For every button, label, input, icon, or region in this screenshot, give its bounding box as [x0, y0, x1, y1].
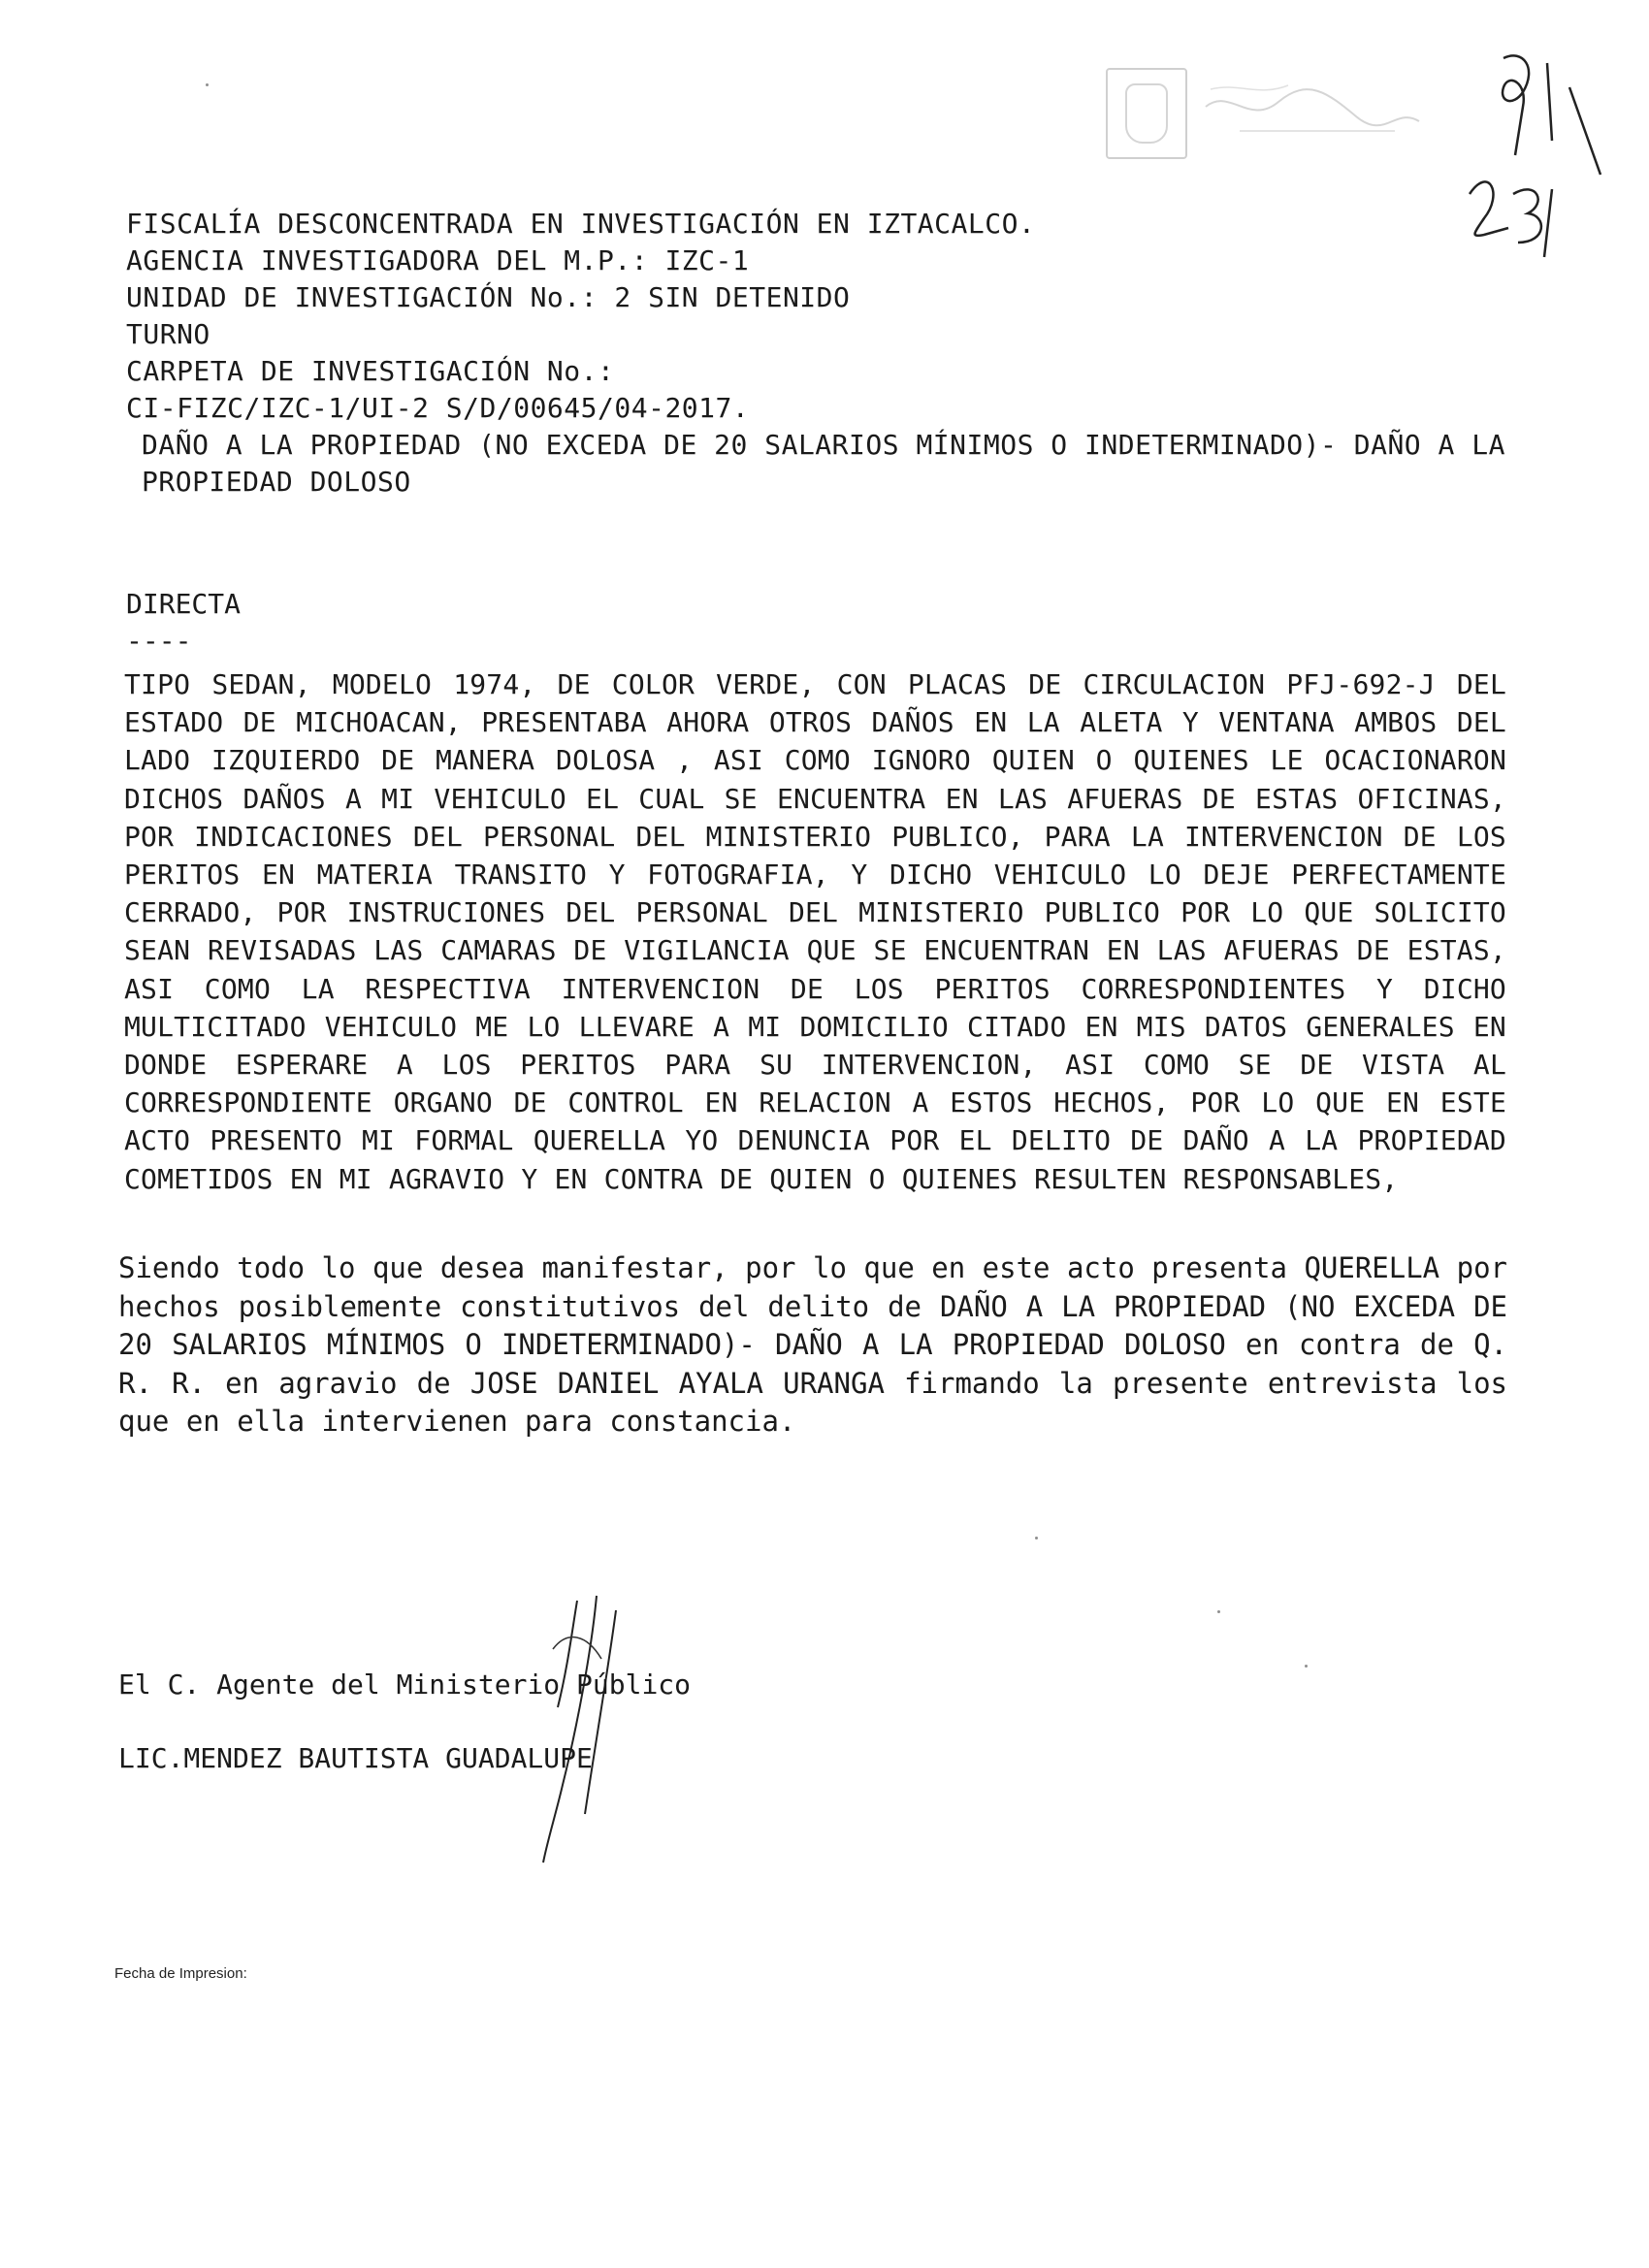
official-stamp — [1084, 58, 1434, 165]
agent-title: El C. Agente del Ministerio Público — [118, 1669, 692, 1701]
scan-speck — [1217, 1610, 1220, 1613]
section-divider: ---- — [126, 625, 192, 657]
closing-paragraph: Siendo todo lo que desea manifestar, por lo que en este acto presenta QUERELLA por hechos posiblemente constitutivos del delito de DAÑO A LA PROPIEDAD (NO EXCEDA DE 20 SALARIOS MÍNIMOS O INDETERMINADO)- DAÑO A LA PROPIEDAD DOLOSO en contra de Q. R. R. en agravio de JOSE DANIEL AYALA URANGA firmando la presente entrevista los que en ella intervienen para constancia. — [118, 1251, 1507, 1438]
scan-speck — [1305, 1665, 1308, 1668]
agent-name: LIC.MENDEZ BAUTISTA GUADALUPE — [118, 1742, 593, 1774]
handwritten-signature — [500, 1591, 645, 1882]
scan-speck — [1035, 1537, 1038, 1539]
seal-icon — [1106, 68, 1187, 159]
scan-speck — [206, 83, 209, 86]
turno-line: TURNO — [126, 318, 210, 350]
statement-text: TIPO SEDAN, MODELO 1974, DE COLOR VERDE, CON PLACAS DE CIRCULACION PFJ-692-J DEL ESTADO DE MICHOACAN, PRESENTABA AHORA OTROS DAÑOS EN LA ALETA Y VENTANA AMBOS DEL LADO IZQUIERDO DE MANERA DOLOSA , ASI COMO IGNORO QUIEN O QUIENES LE OCACIONARON DICHOS DAÑOS A MI VEHICULO EL CUAL SE ENCUENTRA EN LAS AFUERAS DE ESTAS OFICINAS, POR INDICACIONES DEL PERSONAL DEL MINISTERIO PUBLICO, PARA LA INTERVENCION DE LOS PERITOS EN MATERIA TRANSITO Y FOTOGRAFIA, Y DICHO VEHICULO LO DEJE PERFECTAMENTE CERRADO, POR INSTRUCIONES DEL PERSONAL DEL MINISTERIO PUBLICO POR LO QUE SOLICITO SEAN REVISADAS LAS CAMARAS DE VIGILANCIA QUE SE ENCUENTRAN EN LAS AFUERAS DE ESTAS, ASI COMO LA RESPECTIVA INTERVENCION DE LOS PERITOS CORRESPONDIENTES Y DICHO MULTICITADO VEHICULO ME LO LLEVARE A MI DOMICILIO CITADO EN MIS DATOS GENERALES EN DONDE ESPERARE A LOS PERITOS PARA SU INTERVENCION, ASI COMO SE DE VISTA AL CORRESPONDIENTE ORGANO DE CONTROL EN RELACION A ESTOS HECHOS, POR LO QUE EN ESTE ACTO PRESENTO MI FORMAL QUERELLA YO DENUNCIA POR EL DELITO DE DAÑO A LA PROPIEDAD COMETIDOS EN MI AGRAVIO Y EN CONTRA DE QUIEN O QUIENES RESULTEN RESPONSABLES, — [124, 668, 1506, 1195]
print-date-label: Fecha de Impresion: — [114, 1965, 247, 1982]
document-header — [126, 206, 1523, 501]
unidad-line: UNIDAD DE INVESTIGACIÓN No.: 2 SIN DETENIDO — [126, 281, 851, 313]
carpeta-label: CARPETA DE INVESTIGACIÓN No.: — [126, 355, 615, 387]
section-label: DIRECTA — [126, 588, 242, 620]
stamp-scribble — [1201, 78, 1424, 146]
offense-description: DAÑO A LA PROPIEDAD (NO EXCEDA DE 20 SALARIOS MÍNIMOS O INDETERMINADO)- DAÑO A LA PROPIEDAD DOLOSO — [142, 429, 1505, 498]
carpeta-number: CI-FIZC/IZC-1/UI-2 S/D/00645/04-2017. — [126, 392, 750, 424]
agencia-line: AGENCIA INVESTIGADORA DEL M.P.: IZC-1 — [126, 244, 750, 276]
fiscalia-line: FISCALÍA DESCONCENTRADA EN INVESTIGACIÓN EN IZTACALCO. — [126, 208, 1036, 240]
